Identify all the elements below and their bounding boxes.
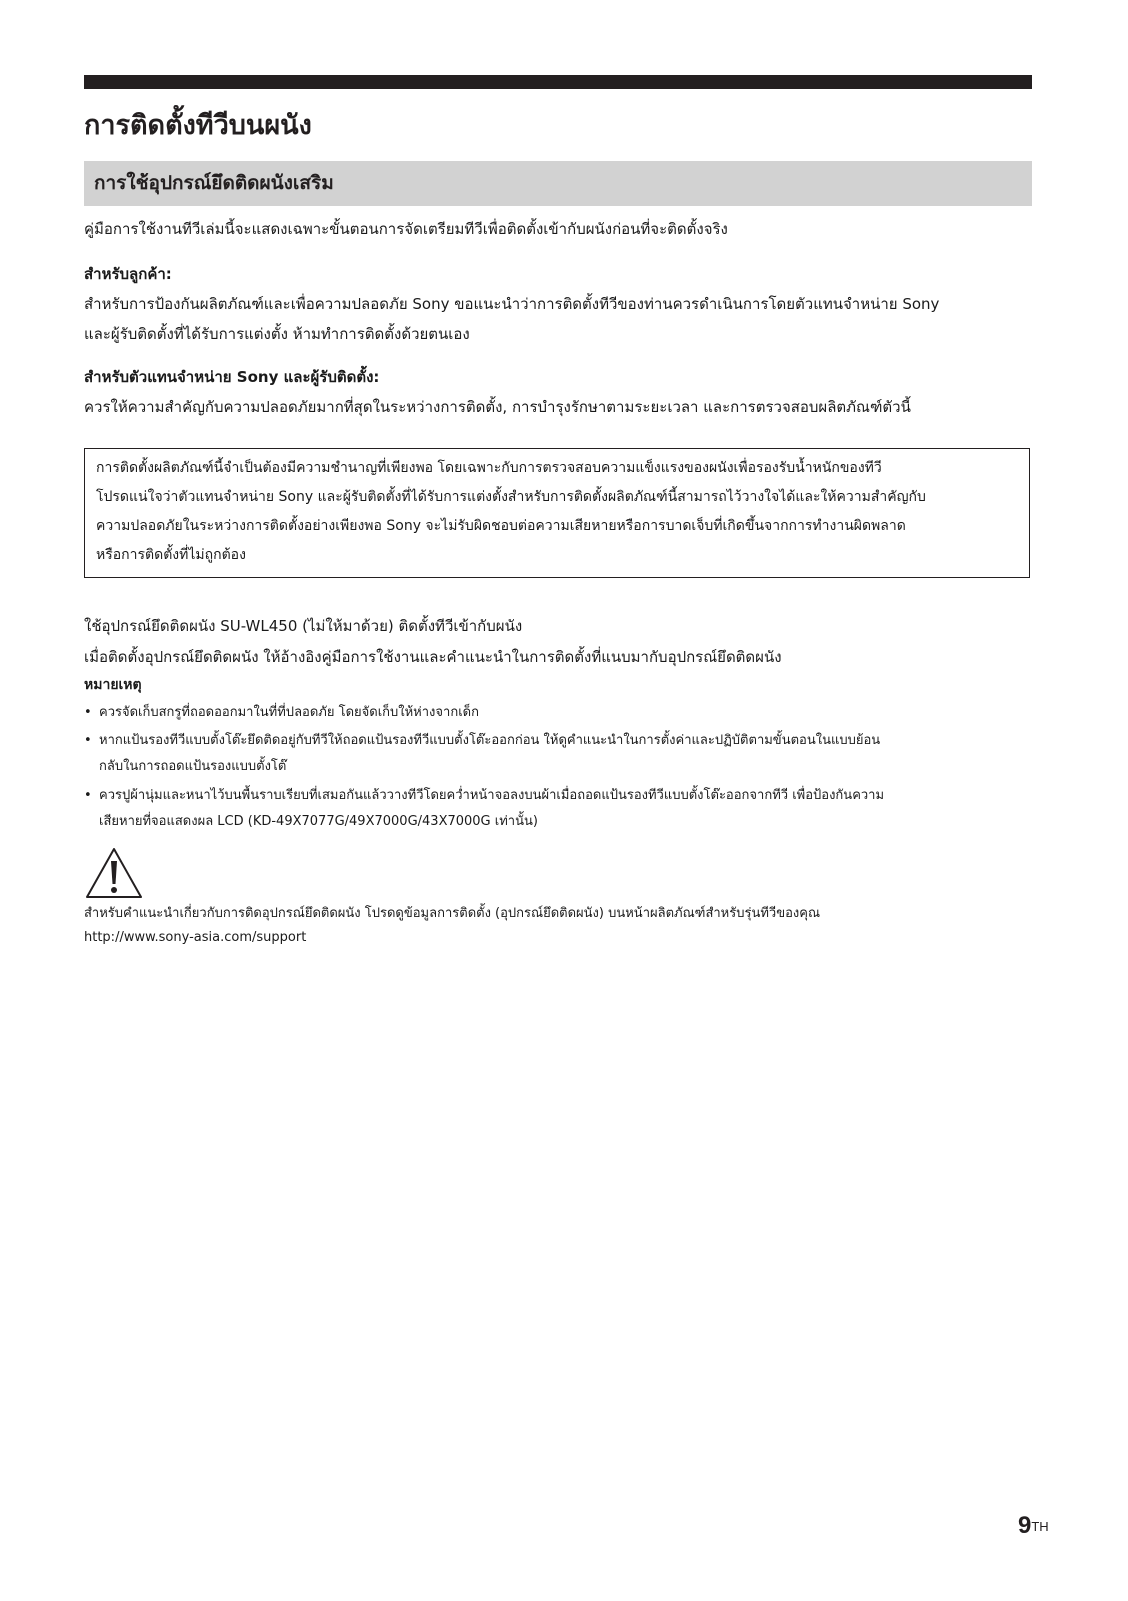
caution-box <box>84 448 1030 578</box>
bullet-icon: • <box>84 788 92 803</box>
note-item: ควรปูผ้านุ่มและหนาไว้บนพื้นราบเรียบที่เสมอกันแล้ววางทีวีโดยคว่ำหน้าจอลงบนผ้าเมื่อถอดแป้นรองทีวีแบบตั้งโต๊ะออกจากทีวี เพื่อป้องกันความ <box>99 788 885 803</box>
note-item-continuation: กลับในการถอดแป้นรองแบบตั้งโต๊ <box>99 759 287 774</box>
section-title: การใช้อุปกรณ์ยึดติดผนังเสริม <box>94 172 334 194</box>
caution-line: หรือการติดตั้งที่ไม่ถูกต้อง <box>96 547 246 563</box>
note-item: หากแป้นรองทีวีแบบตั้งโต๊ะยึดติดอยู่กับทีวีให้ถอดแป้นรองทีวีแบบตั้งโต๊ะออกก่อน ให้ดูคำแนะนำในการตั้งค่าและปฏิบัติตามขั้นตอนในแบบย้อน <box>99 733 881 748</box>
bullet-icon: • <box>84 705 92 720</box>
note-item: ควรจัดเก็บสกรูที่ถอดออกมาในที่ที่ปลอดภัย โดยจัดเก็บให้ห่างจากเด็ก <box>99 705 479 720</box>
dealers-heading: สำหรับตัวแทนจำหน่าย Sony และผู้รับติดตั้ง: <box>84 368 380 386</box>
usage-line: เมื่อติดตั้งอุปกรณ์ยึดติดผนัง ให้อ้างอิงคู่มือการใช้งานและคำแนะนำในการติดตั้งที่แนบมากับอุปกรณ์ยึดติดผนัง <box>84 648 782 666</box>
usage-line: ใช้อุปกรณ์ยึดติดผนัง SU-WL450 (ไม่ให้มาด้วย) ติดตั้งทีวีเข้ากับผนัง <box>84 617 523 635</box>
support-link[interactable]: http://www.sony-asia.com/support <box>84 930 307 945</box>
header-rule <box>84 75 1032 89</box>
intro-text: คู่มือการใช้งานทีวีเล่มนี้จะแสดงเฉพาะขั้นตอนการจัดเตรียมทีวีเพื่อติดตั้งเข้ากับผนังก่อนที่จะติดตั้งจริง <box>84 220 728 238</box>
caution-line: โปรดแน่ใจว่าตัวแทนจำหน่าย Sony และผู้รับติดตั้งที่ได้รับการแต่งตั้งสำหรับการติดตั้งผลิตภัณฑ์นี้สามารถไว้วางใจได้และให้ความสำคัญกับ <box>96 489 926 505</box>
note-item-continuation: เสียหายที่จอแสดงผล LCD (KD-49X7077G/49X7000G/43X7000G เท่านั้น) <box>99 814 538 829</box>
page-title: การติดตั้งทีวีบนผนัง <box>84 110 312 141</box>
customers-text-line: สำหรับการป้องกันผลิตภัณฑ์และเพื่อความปลอดภัย Sony ขอแนะนำว่าการติดตั้งทีวีของท่านควรดำเนินการโดยตัวแทนจำหน่าย Sony <box>84 295 940 313</box>
section-heading-band <box>84 161 1032 206</box>
page-number <box>1018 1512 1049 1540</box>
warning-text: สำหรับคำแนะนำเกี่ยวกับการติดอุปกรณ์ยึดติดผนัง โปรดดูข้อมูลการติดตั้ง (อุปกรณ์ยึดติดผนัง) บนหน้าผลิตภัณฑ์สำหรับรุ่นทีวีของคุณ <box>84 906 821 921</box>
notes-heading: หมายเหตุ <box>84 677 142 693</box>
caution-line: ความปลอดภัยในระหว่างการติดตั้งอย่างเพียงพอ Sony จะไม่รับผิดชอบต่อความเสียหายหรือการบาดเจ็บที่เกิดขึ้นจากการทำงานผิดพลาด <box>96 518 906 534</box>
dealers-text-line: ควรให้ความสำคัญกับความปลอดภัยมากที่สุดในระหว่างการติดตั้ง, การบำรุงรักษาตามระยะเวลา และการตรวจสอบผลิตภัณฑ์ตัวนี้ <box>84 398 911 416</box>
bullet-icon: • <box>84 733 92 748</box>
warning-triangle-icon <box>84 846 144 900</box>
caution-line: การติดตั้งผลิตภัณฑ์นี้จำเป็นต้องมีความชำนาญที่เพียงพอ โดยเฉพาะกับการตรวจสอบความแข็งแรงของผนังเพื่อรองรับน้ำหนักของทีวี <box>96 460 882 476</box>
customers-text-line: และผู้รับติดตั้งที่ได้รับการแต่งตั้ง ห้ามทำการติดตั้งด้วยตนเอง <box>84 325 470 343</box>
page-language-suffix: TH <box>1031 1519 1049 1534</box>
customers-heading: สำหรับลูกค้า: <box>84 265 172 283</box>
page-number-value: 9 <box>1018 1512 1032 1539</box>
